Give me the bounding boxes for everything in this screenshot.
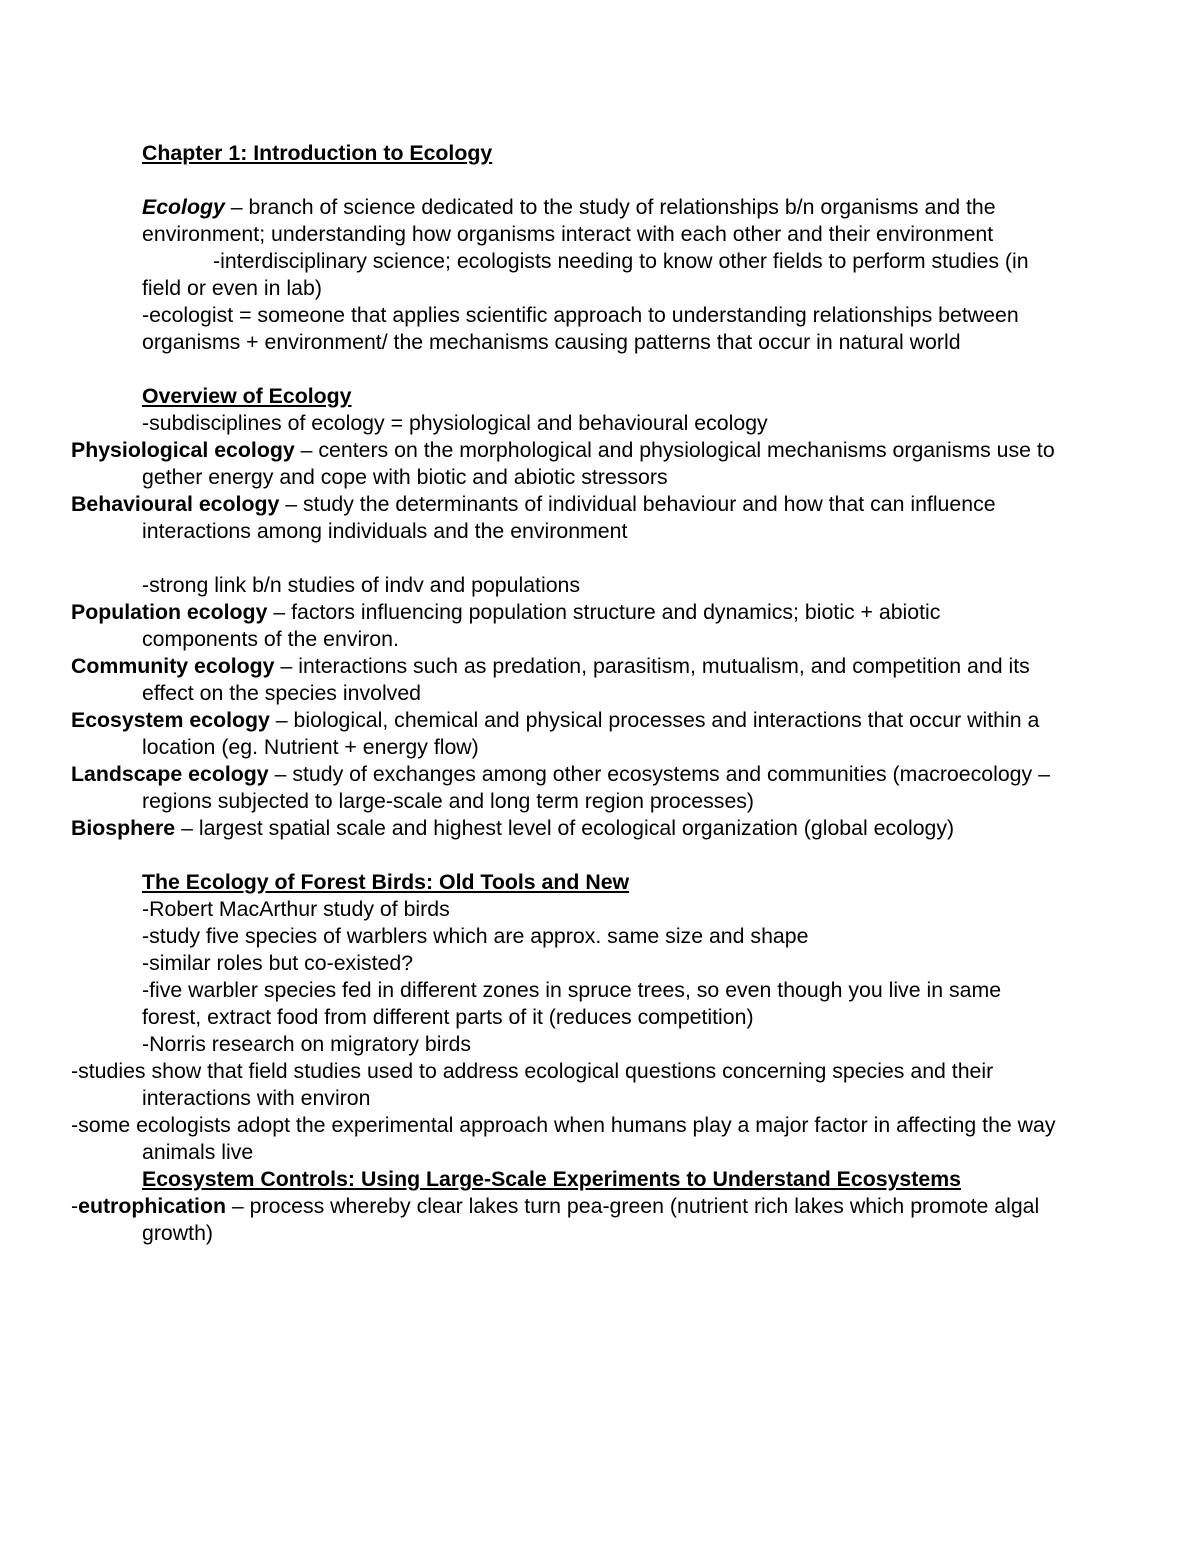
spacer (142, 167, 1062, 194)
def-text: – process whereby clear lakes turn pea-green (nutrient rich lakes which promote algal growth) (142, 1194, 1040, 1245)
chapter-title: Chapter 1: Introduction to Ecology (142, 141, 493, 165)
def-eutrophication (71, 1193, 1062, 1247)
term-biosphere: Biosphere (71, 816, 176, 840)
def-ecosystem-ecology (71, 707, 1062, 761)
def-community-ecology (71, 653, 1062, 707)
def-text: – factors influencing population structure and dynamics; biotic + abiotic components of the environ. (142, 600, 941, 651)
spacer (142, 842, 1062, 869)
term-behavioural: Behavioural ecology (71, 492, 280, 516)
overview-strong-link: -strong link b/n studies of indv and populations (142, 573, 581, 597)
term-community: Community ecology (71, 654, 275, 678)
birds-field-studies: -studies show that field studies used to address ecological questions concerning species and their interactions with environ (71, 1059, 994, 1110)
def-text: – study of exchanges among other ecosystems and communities (macroecology – regions subjected to large-scale and long term region processes) (142, 762, 1050, 813)
section-heading-overview: Overview of Ecology (142, 384, 352, 408)
def-physiological-ecology (71, 437, 1062, 491)
document-page (71, 140, 1062, 1247)
spacer (142, 356, 1062, 383)
def-behavioural-ecology (71, 491, 1062, 545)
def-population-ecology (71, 599, 1062, 653)
def-text: – largest spatial scale and highest level of ecological organization (global ecology) (175, 816, 955, 840)
section-heading-ecosystem-controls: Ecosystem Controls: Using Large-Scale Experiments to Understand Ecosystems (142, 1167, 961, 1191)
birds-experimental: -some ecologists adopt the experimental approach when humans play a major factor in affecting the way animals live (71, 1113, 1056, 1164)
overview-subdisciplines: -subdisciplines of ecology = physiological and behavioural ecology (142, 411, 768, 435)
dash: - (71, 1194, 79, 1218)
birds-sub-roles: -similar roles but co-existed? (142, 951, 414, 975)
spacer (142, 545, 1062, 572)
birds-macarthur: -Robert MacArthur study of birds (142, 897, 450, 921)
def-text: – interactions such as predation, parasitism, mutualism, and competition and its effect on the species involved (142, 654, 1030, 705)
term-landscape: Landscape ecology (71, 762, 269, 786)
ecology-def-text: – branch of science dedicated to the study of relationships b/n organisms and the environment; understanding how organisms interact with each other and their environment (142, 195, 996, 246)
section-heading-forest-birds: The Ecology of Forest Birds: Old Tools and New (142, 870, 630, 894)
ecology-definition (142, 194, 1062, 248)
birds-sub-zones: -five warbler species fed in different zones in spruce trees, so even though you live in same forest, extract food from different parts of it (reduces competition) (142, 978, 1002, 1029)
def-text: – centers on the morphological and physiological mechanisms organisms use to gether energy and cope with biotic and abiotic stressors (142, 438, 1055, 489)
term-ecology: Ecology (142, 195, 225, 219)
def-landscape-ecology (71, 761, 1062, 815)
birds-sub-warblers: -study five species of warblers which are approx. same size and shape (142, 924, 809, 948)
def-text: – study the determinants of individual behaviour and how that can influence interactions among individuals and the environment (142, 492, 996, 543)
term-eutrophication: eutrophication (78, 1194, 226, 1218)
term-physiological: Physiological ecology (71, 438, 295, 462)
def-text: – biological, chemical and physical processes and interactions that occur within a location (eg. Nutrient + energy flow) (142, 708, 1040, 759)
term-ecosystem: Ecosystem ecology (71, 708, 270, 732)
intro-note-interdisciplinary: -interdisciplinary science; ecologists needing to know other fields to perform studies (in field or even in lab) (142, 249, 1029, 300)
birds-norris: -Norris research on migratory birds (142, 1032, 472, 1056)
def-biosphere (71, 815, 1062, 842)
intro-note-ecologist: -ecologist = someone that applies scientific approach to understanding relationships between organisms + environment/ the mechanisms causing patterns that occur in natural world (142, 303, 1019, 354)
term-population: Population ecology (71, 600, 268, 624)
